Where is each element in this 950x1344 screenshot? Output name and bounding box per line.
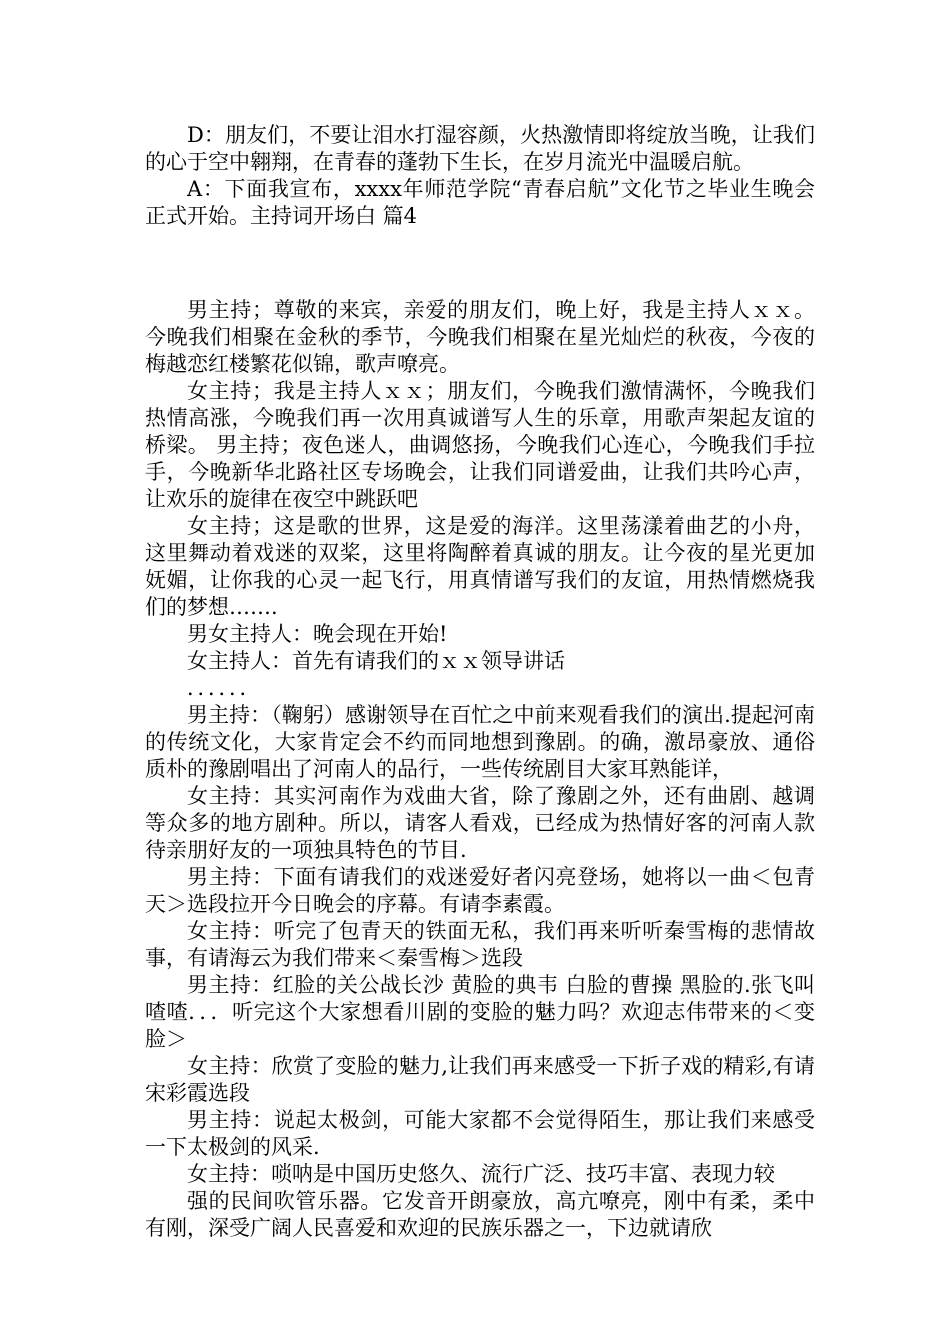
host-script-section: [145, 297, 815, 1242]
paragraph: A：下面我宣布，xxxx年师范学院“青春启航”文化节之毕业生晚会正式开始。主持词开场白 篇4: [145, 177, 815, 228]
paragraph: ．．．．．．: [187, 676, 261, 700]
paragraph: D：朋友们，不要让泪水打湿容颜，火热激情即将绽放当晚，让我们的心于空中翱翔，在青春的蓬勃下生长，在岁月流光中温暖启航。: [145, 123, 815, 174]
paragraph: 女主持；我是主持人ｘｘ；朋友们，今晚我们激情满怀，今晚我们热情高涨，今晚我们再一次用真诚谱写人生的乐章，用歌声架起友谊的桥梁。 男主持；夜色迷人，曲调悠扬，今晚我们心连心，今晚我们手拉手，今晚新华北路社区专场晚会，让我们同谱爱曲，让我们共吟心声，让欢乐的旋律在夜空中跳跃吧: [145, 379, 815, 511]
paragraph: 男主持：（鞠躬）感谢领导在百忙之中前来观看我们的演出.提起河南的传统文化，大家肯定会不约而同地想到豫剧。的确，激昂豪放、通俗质朴的豫剧唱出了河南人的品行，一些传统剧目大家耳熟能详，: [145, 703, 815, 781]
paragraph: 男主持：红脸的关公战长沙 黄脸的典韦 白脸的曹操 黑脸的.张飞叫喳喳．．．听完这个大家想看川剧的变脸的魅力吗？欢迎志伟带来的＜变脸＞: [145, 973, 815, 1051]
paragraph: 男主持；尊敬的来宾，亲爱的朋友们，晚上好，我是主持人ｘｘ。今晚我们相聚在金秋的季节，今晚我们相聚在星光灿烂的秋夜，今夜的梅越恋红楼繁花似锦，歌声嘹亮。: [145, 298, 815, 376]
paragraph: 男女主持人：晚会现在开始!: [187, 622, 448, 646]
paragraph: 女主持：唢呐是中国历史悠久、流行广泛、技巧丰富、表现力较: [187, 1162, 775, 1186]
paragraph: 强的民间吹管乐器。它发音开朗豪放，高亢嘹亮，刚中有柔，柔中有刚，深受广阔人民喜爱和欢迎的民族乐器之一，下边就请欣: [145, 1189, 815, 1240]
paragraph: 男主持：下面有请我们的戏迷爱好者闪亮登场，她将以一曲＜包青天＞选段拉开今日晚会的序幕。有请李素霞。: [145, 865, 815, 916]
paragraph: 女主持；这是歌的世界，这是爱的海洋。这里荡漾着曲艺的小舟，这里舞动着戏迷的双桨，这里将陶醉着真诚的朋友。让今夜的星光更加妩媚，让你我的心灵一起飞行，用真情谱写我们的友谊，用热情燃烧我们的梦想…….: [145, 514, 815, 619]
opening-section: [145, 122, 815, 230]
paragraph: 女主持：听完了包青天的铁面无私，我们再来听听秦雪梅的悲情故事，有请海云为我们带来＜秦雪梅＞选段: [145, 919, 815, 970]
paragraph: 女主持：欣赏了变脸的魅力,让我们再来感受一下折子戏的精彩,有请宋彩霞选段: [145, 1054, 815, 1105]
paragraph: 女主持：其实河南作为戏曲大省，除了豫剧之外，还有曲剧、越调等众多的地方剧种。所以，请客人看戏，已经成为热情好客的河南人款待亲朋好友的一项独具特色的节目.: [145, 784, 815, 862]
paragraph: 男主持：说起太极剑，可能大家都不会觉得陌生，那让我们来感受一下太极剑的风采.: [145, 1108, 815, 1159]
paragraph: 女主持人：首先有请我们的ｘｘ领导讲话: [187, 649, 565, 673]
